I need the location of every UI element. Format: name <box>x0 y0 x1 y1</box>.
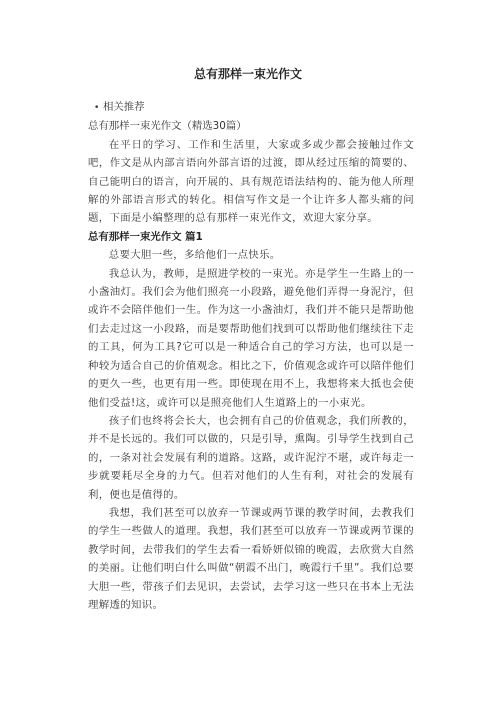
related-label[interactable]: 相关推荐 <box>103 101 145 113</box>
paragraph: 我想，我们甚至可以放弃一节课或两节课的教学时间，去教我们的学生一些做人的道理。我想，我们甚至可以放弃一节课或两节课的教学时间，去带我们的学生去看一看娇妍似锦的晚霞，去欣赏大自然的美丽。让他们明白什么叫做“朝霞不出门，晚霞行千里”。我们总要大胆一些，带孩子们去见识，去尝试，去学习这一些只在书本上无法理解透的知识。 <box>88 506 414 611</box>
page-title: 总有那样一束光作文 <box>193 67 302 81</box>
related-link-line[interactable] <box>88 98 414 117</box>
subtitle: 总有那样一束光作文（精选30篇） <box>88 120 247 133</box>
bullet-icon: • <box>94 103 100 113</box>
article-body <box>88 98 414 614</box>
paragraph: 我总认为，教师，是照进学校的一束光。亦是学生一生路上的一小盏油灯。我们会为他们照亮一小段路，避免他们弄得一身泥泞，但或许不会陪伴他们一生。作为这一小盏油灯，我们并不能只是帮助他们去走过这一小段路，而是要帮助他们找到可以帮助他们继续往下走的工具，何为工具?它可以是一种适合自己的学习方法，也可以是一种较为适合自己的价值观念。相比之下，价值观念或许可以陪伴他们的更久一些，也更有用一些。即使现在用不上，我想将来大抵也会使他们受益!这，或许可以是照亮他们人生道路上的一小束光。 <box>88 267 414 409</box>
paragraph: 孩子们也终将会长大，也会拥有自己的价值观念，我们所教的，并不是长远的。我们可以做的，只是引导，熏陶。引导学生找到自己的，一条对社会发展有利的道路。这路，或许泥泞不堪，或许每走一步就要耗尽全身的力气。但若对他们的人生有利，对社会的发展有利，便也是值得的。 <box>88 414 414 501</box>
intro-paragraph: 在平日的学习、工作和生活里，大家或多或少都会接触过作文吧，作文是从内部言语向外部言语的过渡，即从经过压缩的简要的、自己能明白的语言，向开展的、具有规范语法结构的、能为他人所理解的外部语言形式的转化。相信写作文是一个让许多人都头痛的问题，下面是小编整理的总有那样一束光作文，欢迎大家分享。 <box>88 138 414 225</box>
section-heading: 总有那样一束光作文 篇1 <box>88 230 203 243</box>
paragraph: 总要大胆一些，多给他们一点快乐。 <box>108 249 281 262</box>
